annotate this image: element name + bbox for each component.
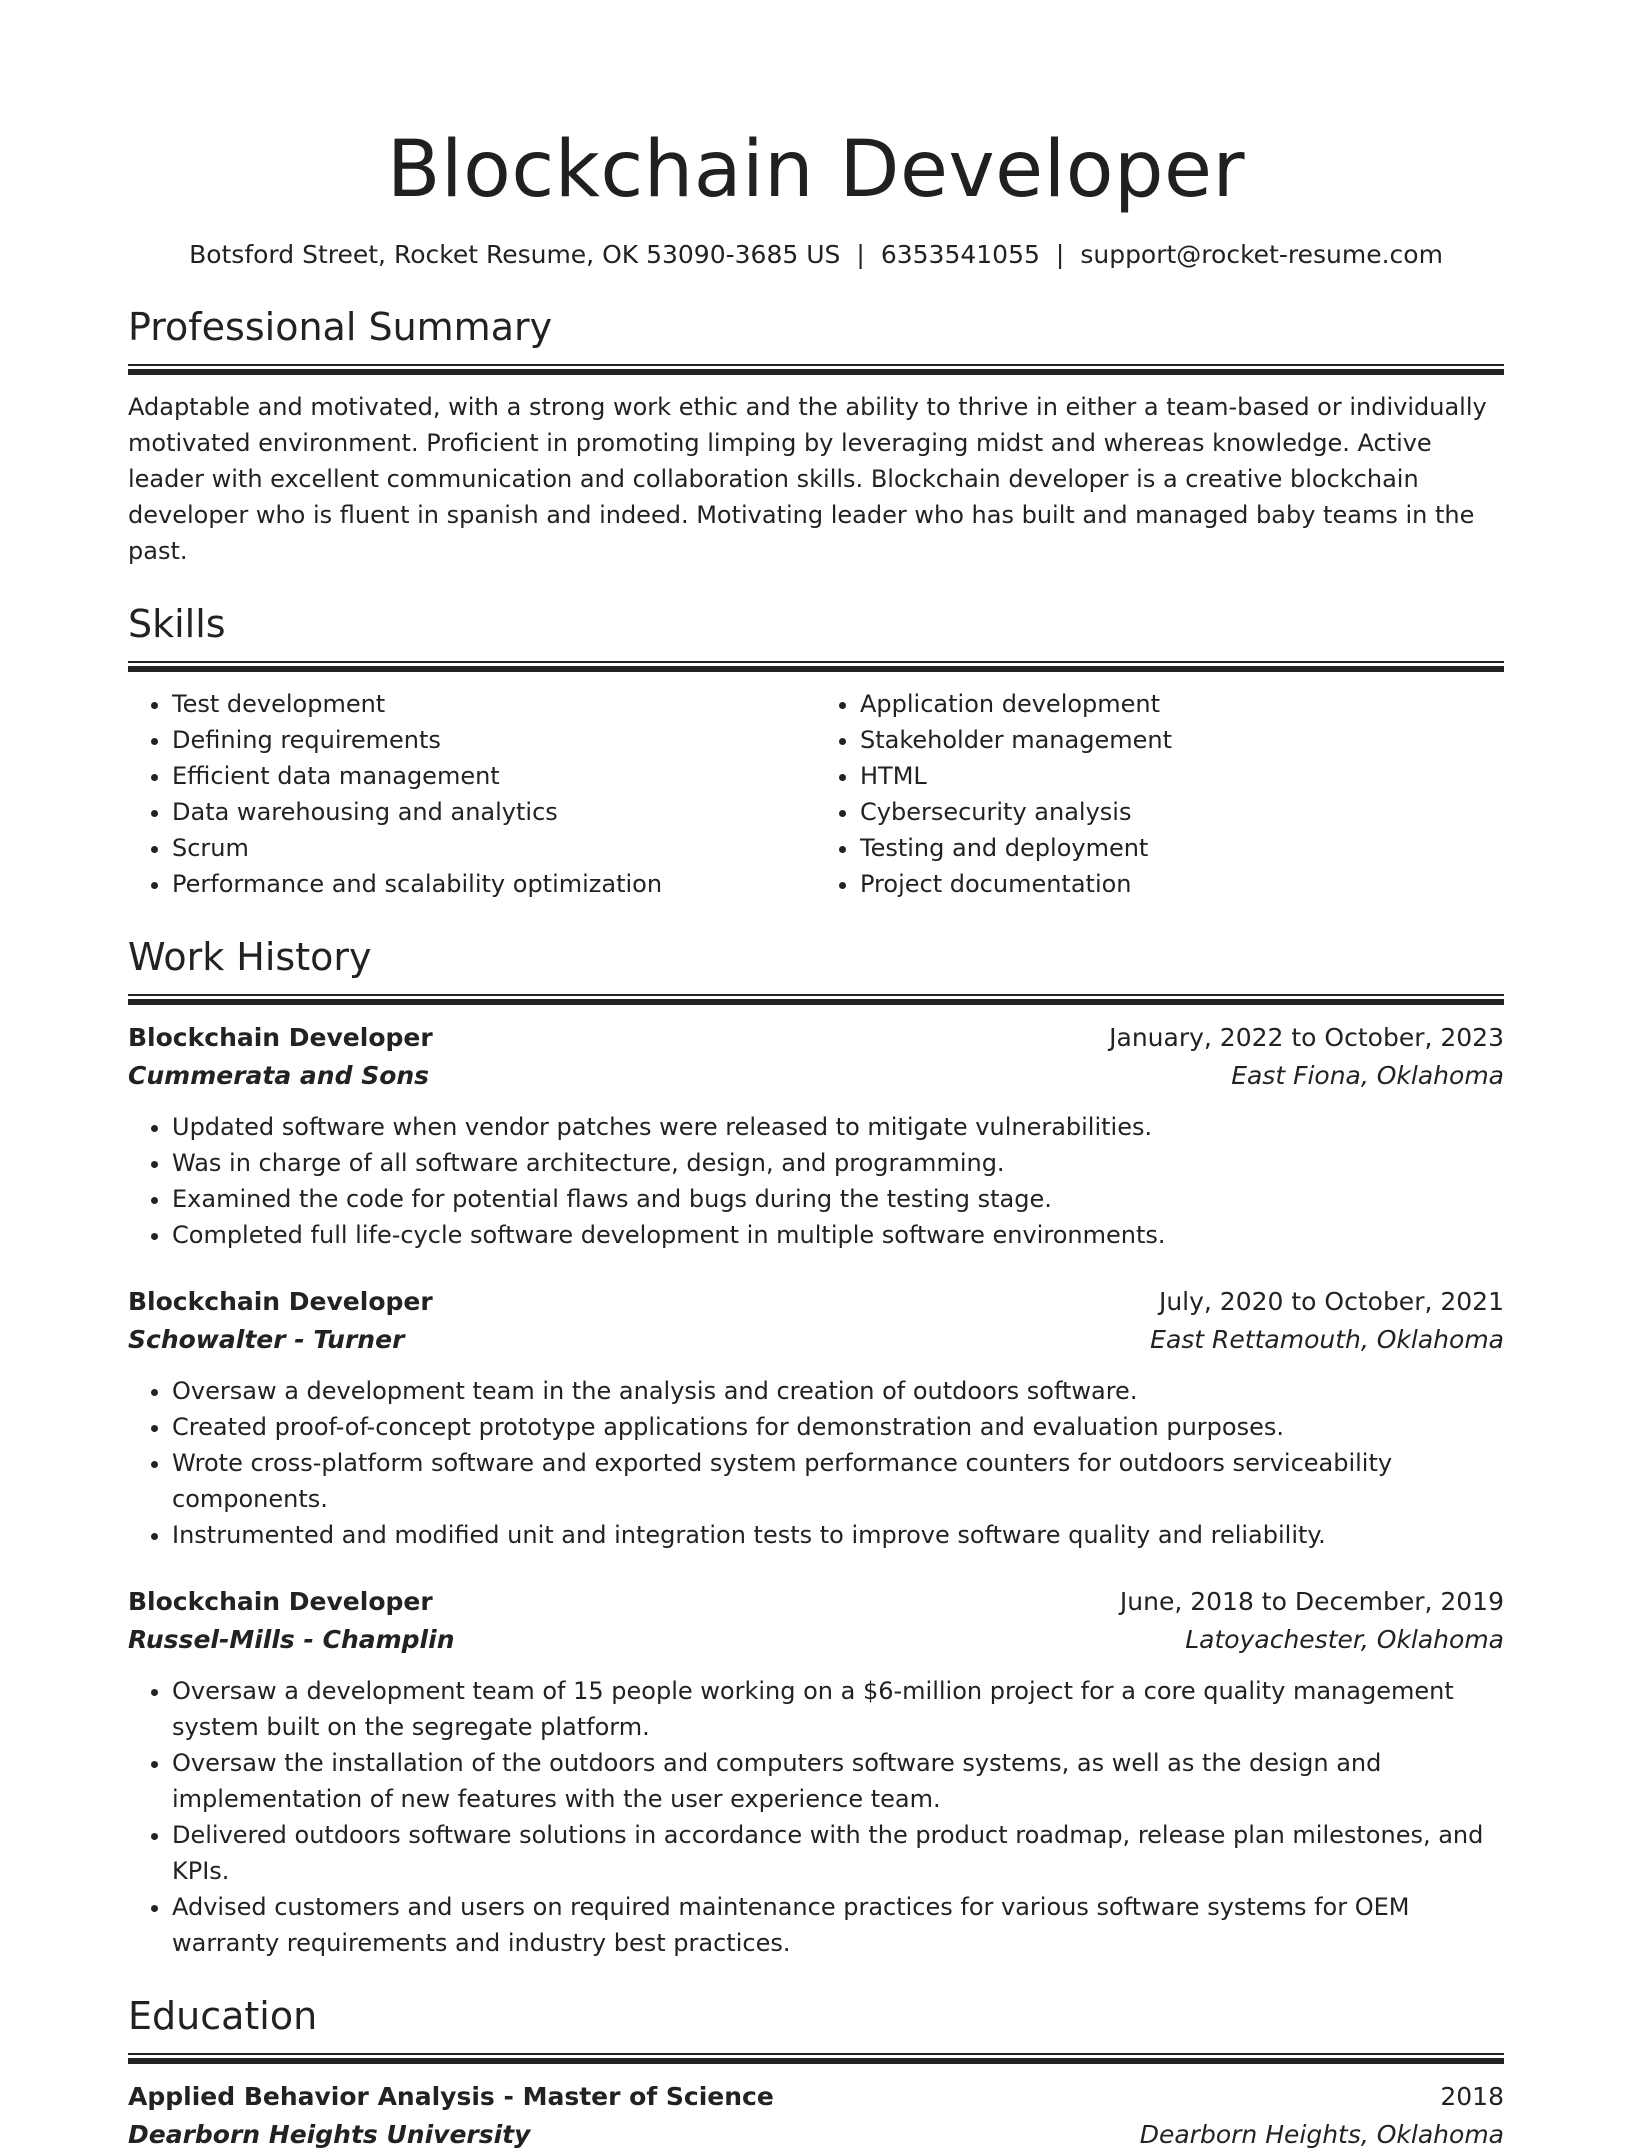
job-bullets	[128, 1673, 1504, 1961]
job-header	[128, 1283, 1504, 1321]
job-entry	[128, 1583, 1504, 1961]
job-subheader	[128, 1057, 1504, 1095]
skill-item: • Application development	[860, 686, 1504, 722]
section-title-summary: Professional Summary	[128, 305, 553, 349]
section-title-work-history: Work History	[128, 935, 372, 979]
job-bullet: • Updated software when vendor patches were released to mitigate vulnerabilities.	[172, 1109, 1504, 1145]
education-location: Dearborn Heights, Oklahoma	[1139, 2120, 1504, 2149]
section-divider	[128, 661, 1504, 672]
education-degree: Applied Behavior Analysis - Master of Science	[128, 2082, 774, 2111]
skills-section	[128, 599, 1504, 902]
work-history-section	[128, 932, 1504, 1961]
skill-item: • Defining requirements	[172, 722, 816, 758]
job-location: East Rettamouth, Oklahoma	[1150, 1325, 1504, 1354]
skills-list-right	[816, 686, 1504, 902]
skills-list-left	[128, 686, 816, 902]
skill-item: • Scrum	[172, 830, 816, 866]
section-divider	[128, 994, 1504, 1005]
job-dates: January, 2022 to October, 2023	[1109, 1023, 1504, 1052]
job-title: Blockchain Developer	[128, 1587, 433, 1616]
job-bullet: • Advised customers and users on required maintenance practices for various software systems for OEM warranty requirements and industry best practices.	[172, 1889, 1504, 1961]
section-title-education: Education	[128, 1994, 318, 2038]
skill-item: • HTML	[860, 758, 1504, 794]
job-location: Latoyachester, Oklahoma	[1185, 1625, 1504, 1654]
education-header	[128, 2078, 1504, 2116]
job-bullet: • Wrote cross-platform software and exported system performance counters for outdoors serviceability components.	[172, 1445, 1504, 1517]
contact-separator: |	[856, 240, 865, 269]
contact-separator: |	[1055, 240, 1065, 269]
contact-line	[128, 238, 1504, 272]
skill-item: • Efficient data management	[172, 758, 816, 794]
contact-phone: 6353541055	[880, 240, 1040, 269]
job-bullet: • Oversaw the installation of the outdoors and computers software systems, as well as the design and implementation of new features with the user experience team.	[172, 1745, 1504, 1817]
job-bullet: • Examined the code for potential flaws and bugs during the testing stage.	[172, 1181, 1504, 1217]
job-subheader	[128, 1321, 1504, 1359]
job-bullets	[128, 1109, 1504, 1253]
section-divider	[128, 364, 1504, 375]
job-bullet: • Instrumented and modified unit and integration tests to improve software quality and reliability.	[172, 1517, 1504, 1553]
education-year: 2018	[1440, 2082, 1504, 2111]
job-location: East Fiona, Oklahoma	[1231, 1061, 1504, 1090]
job-title: Blockchain Developer	[128, 1023, 433, 1052]
education-school: Dearborn Heights University	[128, 2120, 531, 2149]
job-header	[128, 1583, 1504, 1621]
job-bullet: • Created proof-of-concept prototype applications for demonstration and evaluation purposes.	[172, 1409, 1504, 1445]
job-company: Schowalter - Turner	[128, 1325, 405, 1354]
education-section	[128, 1991, 1504, 2154]
job-dates: June, 2018 to December, 2019	[1119, 1587, 1504, 1616]
job-bullet: • Delivered outdoors software solutions in accordance with the product roadmap, release plan milestones, and KPIs.	[172, 1817, 1504, 1889]
skill-item: • Test development	[172, 686, 816, 722]
job-entry	[128, 1283, 1504, 1553]
job-header	[128, 1019, 1504, 1057]
job-bullet: • Oversaw a development team of 15 people working on a $6-million project for a core quality management system built on the segregate platform.	[172, 1673, 1504, 1745]
contact-address: Botsford Street, Rocket Resume, OK 53090-3685 US	[189, 240, 841, 269]
resume-name: Blockchain Developer	[386, 125, 1246, 215]
job-dates: July, 2020 to October, 2021	[1158, 1287, 1504, 1316]
education-subheader	[128, 2116, 1504, 2154]
summary-section	[128, 302, 1504, 569]
skill-item: • Stakeholder management	[860, 722, 1504, 758]
contact-email: support@rocket-resume.com	[1080, 240, 1443, 269]
job-company: Cummerata and Sons	[128, 1061, 430, 1090]
section-title-skills: Skills	[128, 602, 226, 646]
job-bullet: • Was in charge of all software architecture, design, and programming.	[172, 1145, 1504, 1181]
skills-columns	[128, 686, 1504, 902]
job-bullet: • Completed full life-cycle software development in multiple software environments.	[172, 1217, 1504, 1253]
skill-item: • Project documentation	[860, 866, 1504, 902]
job-bullets	[128, 1373, 1504, 1553]
job-bullet: • Oversaw a development team in the analysis and creation of outdoors software.	[172, 1373, 1504, 1409]
skill-item: • Cybersecurity analysis	[860, 794, 1504, 830]
job-company: Russel-Mills - Champlin	[128, 1625, 455, 1654]
education-entry	[128, 2078, 1504, 2154]
job-entry	[128, 1019, 1504, 1253]
skill-item: • Performance and scalability optimization	[172, 866, 816, 902]
summary-text: Adaptable and motivated, with a strong work ethic and the ability to thrive in either a team-based or individually motivated environment. Proficient in promoting limping by leveraging midst and whereas knowledge. Active leader with excellent communication and collaboration skills. Blockchain developer is a creative blockchain developer who is fluent in spanish and indeed. Motivating leader who has built and managed baby teams in the past.	[128, 393, 1487, 565]
job-subheader	[128, 1621, 1504, 1659]
skill-item: • Data warehousing and analytics	[172, 794, 816, 830]
section-divider	[128, 2053, 1504, 2064]
resume-page	[128, 0, 1504, 2154]
skill-item: • Testing and deployment	[860, 830, 1504, 866]
job-title: Blockchain Developer	[128, 1287, 433, 1316]
